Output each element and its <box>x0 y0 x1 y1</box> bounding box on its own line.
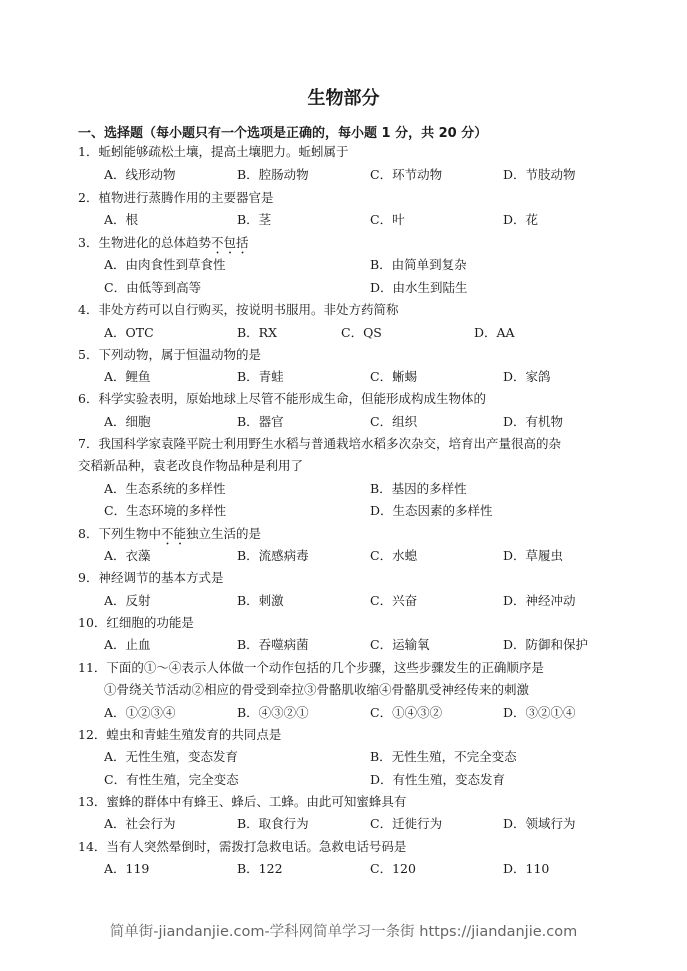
question-13-stem: 13．蜜蜂的群体中有蜂王、蜂后、工蜂。由此可知蜜蜂具有 <box>78 794 407 809</box>
section-heading: 一、选择题（每小题只有一个选项是正确的，每小题 1 分，共 20 分） <box>78 126 488 141</box>
question-5-stem: 5．下列动物，属于恒温动物的是 <box>78 347 261 362</box>
question-9-option-c: C．兴奋 <box>370 593 418 608</box>
watermark-footer: 简单街-jiandanjie.com-学科网简单学习一条街 https://jiandanjie.com <box>109 924 578 940</box>
question-10-stem: 10．红细胞的功能是 <box>78 615 194 630</box>
question-14-option-a: A．119 <box>104 861 150 876</box>
question-12-option-d: D．有性生殖，变态发育 <box>370 772 506 787</box>
question-2-option-d: D．花 <box>503 212 539 227</box>
question-3-option-c: C．由低等到高等 <box>104 280 202 295</box>
question-4-option-c: C．QS <box>341 325 382 340</box>
question-9-option-a: A．反射 <box>104 593 151 608</box>
page-title: 生物部分 <box>307 88 380 109</box>
question-8-option-a: A．衣藻 <box>104 548 151 563</box>
question-6-option-d: D．有机物 <box>503 414 564 429</box>
question-5-option-b: B．青蛙 <box>237 369 284 384</box>
question-3-option-d: D．由水生到陆生 <box>370 280 468 295</box>
question-11-option-a: A．①②③④ <box>104 705 176 720</box>
question-14-option-d: D．110 <box>503 861 550 876</box>
question-6-option-a: A．细胞 <box>104 414 151 429</box>
question-10-option-a: A．止血 <box>104 637 151 652</box>
question-9-stem: 9．神经调节的基本方式是 <box>78 570 224 585</box>
question-2-option-b: B．茎 <box>237 212 272 227</box>
question-7-option-b: B．基因的多样性 <box>370 481 467 496</box>
question-8-emphasis: 不能 <box>160 526 186 541</box>
question-10-option-b: B．吞噬病菌 <box>237 637 309 652</box>
question-8-stem-text: 8．下列生物中 <box>78 526 161 541</box>
question-10-option-d: D．防御和保护 <box>503 637 589 652</box>
question-8-stem <box>78 526 261 548</box>
question-12-option-c: C．有性生殖，完全变态 <box>104 772 239 787</box>
question-3-stem <box>78 235 248 257</box>
question-12-option-a: A．无性生殖，变态发育 <box>104 749 239 764</box>
question-2-stem: 2．植物进行蒸腾作用的主要器官是 <box>78 190 274 205</box>
question-14-stem: 14．当有人突然晕倒时，需拨打急救电话。急救电话号码是 <box>78 839 407 854</box>
question-1-option-b: B．腔肠动物 <box>237 167 309 182</box>
question-2-option-a: A．根 <box>104 212 139 227</box>
question-4-option-d: D．AA <box>474 325 515 340</box>
question-7-option-a: A．生态系统的多样性 <box>104 481 226 496</box>
question-14-option-b: B．122 <box>237 861 283 876</box>
question-13-option-d: D．领域行为 <box>503 816 576 831</box>
question-6-stem: 6．科学实验表明，原始地球上尽管不能形成生命，但能形成构成生物体的 <box>78 391 486 406</box>
question-11-option-d: D．③②①④ <box>503 705 576 720</box>
question-7-option-d: D．生态因素的多样性 <box>370 503 493 518</box>
question-11-stem: 11．下面的①～④表示人体做一个动作包括的几个步骤，这些步骤发生的正确顺序是 <box>78 660 544 675</box>
question-11-option-b: B．④③②① <box>237 705 309 720</box>
question-5-option-c: C．蜥蜴 <box>370 369 418 384</box>
question-3-option-b: B．由简单到复杂 <box>370 257 467 272</box>
question-3-stem-text: 3．生物进化的总体趋势 <box>78 235 211 250</box>
question-10-option-c: C．运输氧 <box>370 637 430 652</box>
question-1-option-a: A．线形动物 <box>104 167 176 182</box>
question-9-option-d: D．神经冲动 <box>503 593 576 608</box>
question-6-option-c: C．组织 <box>370 414 418 429</box>
question-8-option-c: C．水螅 <box>370 548 418 563</box>
question-12-option-b: B．无性生殖，不完全变态 <box>370 749 517 764</box>
question-13-option-a: A．社会行为 <box>104 816 176 831</box>
question-4-option-a: A．OTC <box>104 325 154 340</box>
question-11-option-c: C．①④③② <box>370 705 443 720</box>
question-7-option-c: C．生态环境的多样性 <box>104 503 227 518</box>
question-6-option-b: B．器官 <box>237 414 284 429</box>
question-8-stem-post: 独立生活的是 <box>185 526 261 541</box>
question-1-option-c: C．环节动物 <box>370 167 443 182</box>
question-13-option-b: B．取食行为 <box>237 816 309 831</box>
question-7-stem: 7．我国科学家袁隆平院士利用野生水稻与普通栽培水稻多次杂交，培育出产量很高的杂 <box>78 436 561 451</box>
question-4-stem: 4．非处方药可以自行购买，按说明书服用。非处方药简称 <box>78 302 399 317</box>
question-3-emphasis: 不包括 <box>210 235 249 250</box>
question-14-option-c: C．120 <box>370 861 416 876</box>
question-4-option-b: B．RX <box>237 325 277 340</box>
question-1-stem: 1．蚯蚓能够疏松土壤，提高土壤肥力。蚯蚓属于 <box>78 144 349 159</box>
question-7-stem-line2: 交稻新品种，袁老改良作物品种是利用了 <box>78 458 304 473</box>
question-8-option-b: B．流感病毒 <box>237 548 309 563</box>
question-11-steps: ①骨绕关节活动②相应的骨受到牵拉③骨骼肌收缩④骨骼肌受神经传来的刺激 <box>104 682 530 697</box>
question-8-option-d: D．草履虫 <box>503 548 564 563</box>
question-5-option-a: A．鲤鱼 <box>104 369 151 384</box>
question-5-option-d: D．家鸽 <box>503 369 551 384</box>
question-1-option-d: D．节肢动物 <box>503 167 576 182</box>
question-12-stem: 12．蝗虫和青蛙生殖发育的共同点是 <box>78 727 282 742</box>
question-13-option-c: C．迁徙行为 <box>370 816 443 831</box>
question-2-option-c: C．叶 <box>370 212 405 227</box>
question-9-option-b: B．刺激 <box>237 593 284 608</box>
question-3-option-a: A．由肉食性到草食性 <box>104 257 226 272</box>
